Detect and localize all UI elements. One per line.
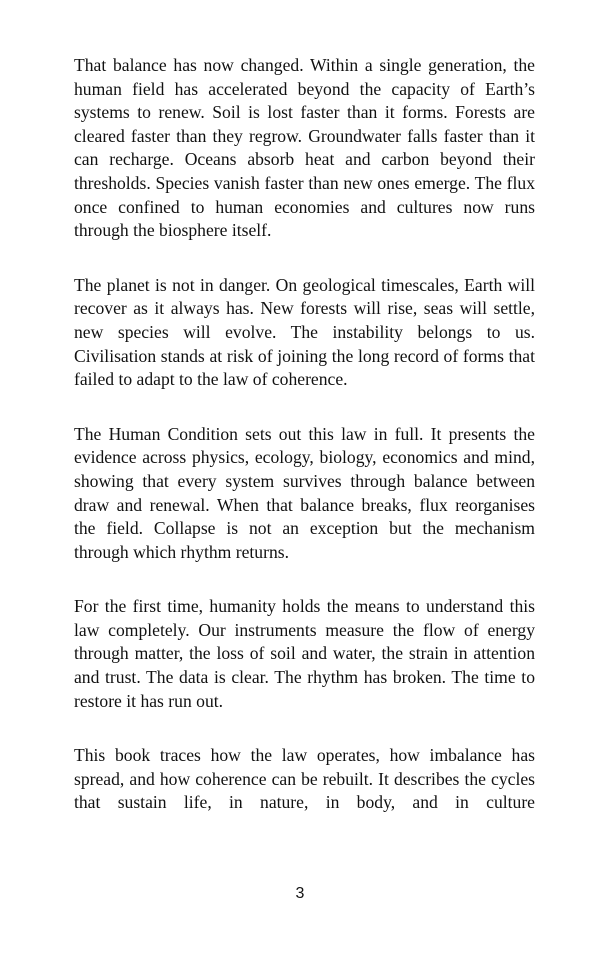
page-number: 3 [295,885,305,902]
paragraph-balance-changed: That balance has now changed. Within a single generation, the human field has accelerated beyond the capacity of Earth’s systems to renew. Soil is lost faster than it forms. Forests are cleared faster than they regrow. Groundwater falls faster than it can recharge. Oceans absorb heat and carbon beyond their thresholds. Species vanish faster than new ones emerge. The flux once confined to human economies and cultures now runs through the biosphere itself. [74,55,535,241]
paragraph-planet-not-in-danger: The planet is not in danger. On geological timescales, Earth will recover as it always has. New forests will rise, seas will settle, new species will evolve. The instability belongs to us. Civilisation stands at risk of joining the long record of forms that failed to adapt to the law of coherence. [74,274,535,390]
paragraph-first-time: For the first time, humanity holds the means to understand this law completely. Our instruments measure the flow of energy through matter, the loss of soil and water, the strain in attention and trust. The data is clear. The rhythm has broken. The time to restore it has run out. [74,596,535,711]
paragraph-book-traces: This book traces how the law operates, how imbalance has spread, and how coherence can be rebuilt. It describes the cycles that sustain life, in nature, in body, and in culture [74,745,535,813]
paragraph-human-condition: The Human Condition sets out this law in full. It presents the evidence across physics, ecology, biology, economics and mind, showing that every system survives through balance between draw and renewal. When that balance breaks, flux reorganises the field. Collapse is not an exception but the mechanism through which rhythm returns. [74,423,535,562]
body-text [74,54,535,846]
